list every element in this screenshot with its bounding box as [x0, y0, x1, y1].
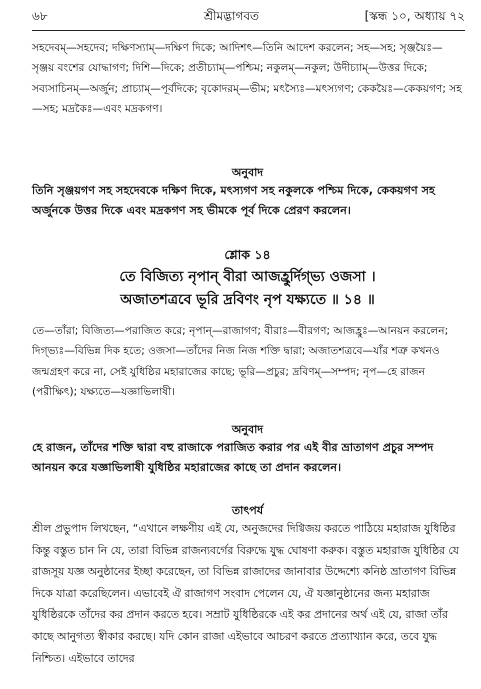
purport-heading: তাৎপর্য — [231, 504, 264, 517]
page-number: ৬৮ — [32, 9, 48, 23]
chapter-reference: [স্কন্ধ ১০, অধ্যায় ৭২ — [364, 9, 465, 23]
verse-line-1: তে বিজিত্য নৃপান্ বীরা আজহ্রুর্দিগ্‌ভ্য ওজসা । — [119, 269, 376, 285]
translation-heading-previous: অনুবাদ — [231, 166, 264, 179]
book-title: শ্রীমদ্ভাগবত — [204, 9, 260, 23]
synonyms-previous-verse: সহদেবম্—সহদেব; দক্ষিণস্যাম্—দক্ষিণ দিকে; আদিশৎ—তিনি আদেশ করলেন; সহ—সহ; সৃঞ্জয়ৈঃ—সৃঞ্জয় বংশের যোদ্ধাগণ; দিশি—দিকে; প্রতীচ্যাম্—পশ্চিম; নকুলম্—নকুল; উদীচ্যাম্—উত্তর দিকে; সব্যসাচিনম্—অর্জুন; প্রাচ্যাম্—পূর্বদিকে; বৃকোদরম্—ভীম; মৎস্যৈঃ—মৎস্যগণ; কেকয়ৈঃ—কেকয়গণ; সহ—সহ; মদ্রকৈঃ—এবং মদ্রকগণ। — [32, 42, 462, 116]
synonyms: তে—তাঁরা; বিজিত্য—পরাজিত করে; নৃপান্—রাজাগণ; বীরাঃ—বীরগণ; আজহ্রুঃ—আনয়ন করলেন; দিগ্‌ভ্যঃ—বিভিন্ন দিক হতে; ওজসা—তাঁদের নিজ নিজ শক্তি দ্বারা; অজাতশত্রবে—যাঁর শত্রু কখনও জন্মগ্রহণ করে না, সেই যুধিষ্ঠির মহারাজের কাছে; ভূরি—প্রচুর; দ্রবিণম্—সম্পদ; নৃপ—হে রাজন (পরীক্ষিৎ); যক্ষ্যতে—যজ্ঞাভিলাষী। — [32, 325, 449, 399]
running-header — [32, 6, 465, 26]
header-rule — [32, 30, 465, 31]
translation-heading: অনুবাদ — [231, 423, 264, 436]
verse-line-2: অজাতশত্রবে ভূরি দ্রবিণং নৃপ যক্ষ্যতে ॥ ১৪ ॥ — [120, 292, 375, 308]
translation-previous-verse: তিনি সৃঞ্জয়গণ সহ সহদেবকে দক্ষিণ দিকে, মৎস্যগণ সহ নকুলকে পশ্চিম দিকে, কেকয়গণ সহ অর্জুনকে উত্তর দিকে এবং মদ্রকগণ সহ ভীমকে পূর্ব দিকে প্রেরণ করলেন। — [32, 184, 435, 218]
purport-text: শ্রীল প্রভুপাদ লিখছেন, “এখানে লক্ষণীয় এই যে, অনুজদের দিগ্বিজয় করতে পাঠিয়ে মহারাজ যুধিষ্ঠির কিন্তু বস্তুত চান নি যে, তারা বিভিন্ন রাজন্যবর্গের বিরুদ্ধে যুদ্ধ ঘোষণা করুক। বস্তুত মহারাজ যুধিষ্ঠির যে রাজসূয় যজ্ঞ অনুষ্ঠানের ইচ্ছা করেছেন, তা বিভিন্ন রাজাদের জানাবার উদ্দেশ্যে কনিষ্ঠ ভ্রাতাগণ বিভিন্ন দিকে যাত্রা করেছিলেন। এভাবেই ঐ রাজাগণ সংবাদ পেলেন যে, ঐ যজ্ঞানুষ্ঠানের জন্য মহারাজ যুধিষ্ঠিরকে তাঁদের কর প্রদান করতে হবে। সম্রাট যুধিষ্ঠিরকে এই কর প্রদানের অর্থ এই যে, রাজা তাঁর কাছে আনুগত্য স্বীকার করছে। যদি কোন রাজা এইভাবে আচরণ করতে প্রত্যাখ্যান করে, তবে যুদ্ধ নিশ্চিত। এইভাবে তাদের — [32, 522, 460, 665]
translation-text: হে রাজন, তাঁদের শক্তি দ্বারা বহু রাজাকে পরাজিত করার পর এই বীর ভ্রাতাগণ প্রচুর সম্পদ আনয়ন করে যজ্ঞাভিলাষী যুধিষ্ঠির মহারাজের কাছে তা প্রদান করলেন। — [32, 441, 434, 475]
verse-number-heading: শ্লোক ১৪ — [224, 247, 271, 262]
